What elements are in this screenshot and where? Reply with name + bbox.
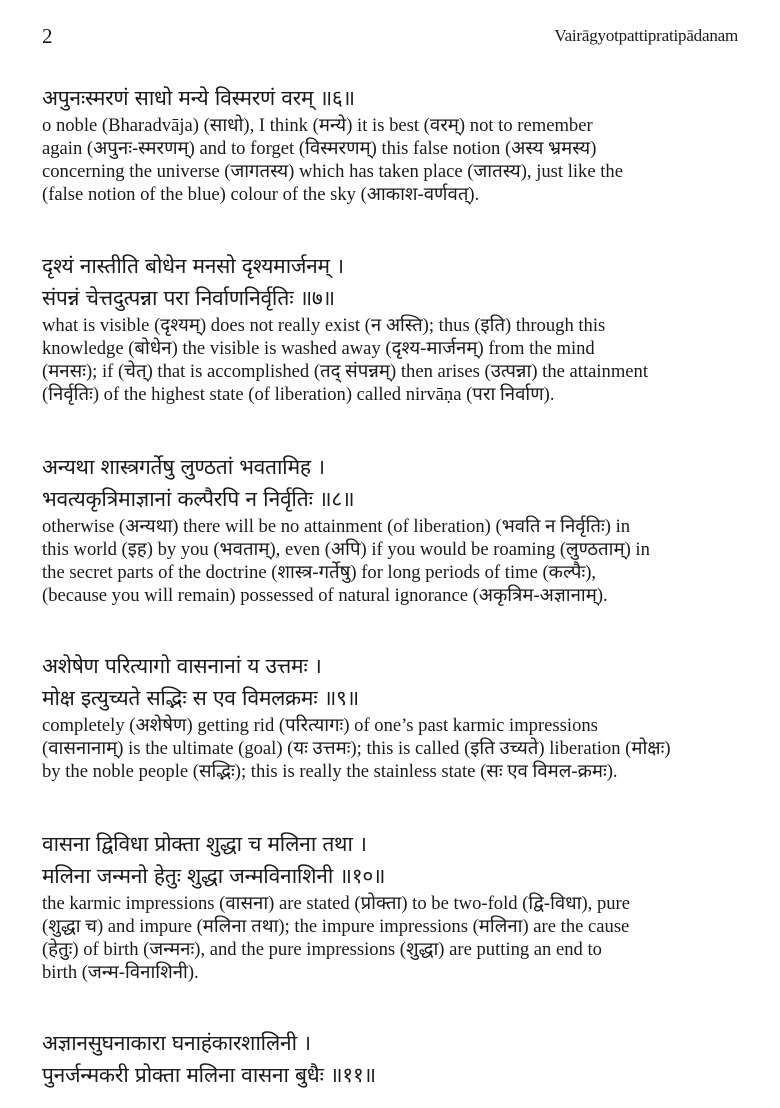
translation-line: (false notion of the blue) colour of the sky (आकाश-वर्णवत्). (42, 184, 480, 205)
running-title: Vairāgyotpattipratipādanam (554, 26, 738, 45)
verse-translation (42, 714, 742, 783)
verse-sanskrit-line: वासना द्विविधा प्रोक्ता शुद्धा च मलिना तथा । (42, 832, 367, 856)
verse-10 (42, 828, 742, 984)
translation-line: by the noble people (सद्भिः); this is really the stainless state (सः एव विमल-क्रमः). (42, 761, 618, 782)
translation-line: what is visible (दृश्यम्) does not really exist (न अस्ति); thus (इति) through this (42, 315, 606, 336)
translation-line: (because you will remain) possessed of natural ignorance (अकृत्रिम-अज्ञानाम्). (42, 585, 608, 606)
verse-sanskrit-line: अज्ञानसुघनाकारा घनाहंकारशालिनी । (42, 1031, 311, 1055)
verse-sanskrit-line: मोक्ष इत्युच्यते सद्भिः स एव विमलक्रमः ॥९॥ (42, 686, 359, 710)
translation-line: knowledge (बोधेन) the visible is washed away (दृश्य-मार्जनम्) from the mind (42, 338, 595, 359)
verse-sanskrit-line: भवत्यकृत्रिमाज्ञानां कल्पैरपि न निर्वृतिः ॥८॥ (42, 487, 355, 511)
verse-8 (42, 451, 742, 607)
verse-translation (42, 314, 742, 406)
translation-line: otherwise (अन्यथा) there will be no attainment (of liberation) (भवति न निर्वृतिः) in (42, 516, 631, 537)
verse-sanskrit-line: अन्यथा शास्त्रगर्तेषु लुण्ठतां भवतामिह । (42, 455, 325, 479)
translation-line: birth (जन्म-विनाशिनी). (42, 962, 199, 983)
verse-translation (42, 892, 742, 984)
verse-sanskrit-line: अपुनःस्मरणं साधो मन्ये विस्मरणं वरम् ॥६॥ (42, 86, 355, 110)
translation-line: (शुद्धा च) and impure (मलिना तथा); the impure impressions (मलिना) are the cause (42, 916, 630, 937)
translation-line: this world (इह) by you (भवताम्), even (अपि) if you would be roaming (लुण्ठताम्) in (42, 539, 650, 560)
verse-sanskrit-line: संपन्नं चेत्तदुत्पन्ना परा निर्वाणनिर्वृतिः ॥७॥ (42, 286, 335, 310)
page-number: 2 (42, 24, 53, 48)
verse-7 (42, 250, 742, 406)
verse-sanskrit-line: अशेषेण परित्यागो वासनानां य उत्तमः । (42, 654, 322, 678)
verse-sanskrit-line: दृश्यं नास्तीति बोधेन मनसो दृश्यमार्जनम् । (42, 254, 344, 278)
translation-line: (वासनानाम्) is the ultimate (goal) (यः उत्तमः); this is called (इति उच्यते) liberation (मोक्षः) (42, 738, 671, 759)
translation-line: again (अपुनः-स्मरणम्) and to forget (विस्मरणम्) this false notion (अस्य भ्रमस्य) (42, 138, 597, 159)
translation-line: the karmic impressions (वासना) are stated (प्रोक्ता) to be two-fold (द्वि-विधा), pure (42, 893, 631, 914)
translation-line: (हेतुः) of birth (जन्मनः), and the pure impressions (शुद्धा) are putting an end to (42, 939, 602, 960)
verse-6 (42, 82, 742, 206)
verse-9 (42, 650, 742, 783)
verse-sanskrit-line: पुनर्जन्मकरी प्रोक्ता मलिना वासना बुधैः ॥११॥ (42, 1063, 376, 1087)
verse-sanskrit-line: मलिना जन्मनो हेतुः शुद्धा जन्मविनाशिनी ॥१०॥ (42, 864, 386, 888)
translation-line: concerning the universe (जागतस्य) which has taken place (जातस्य), just like the (42, 161, 623, 182)
page-header (42, 24, 738, 54)
translation-line: o noble (Bharadvāja) (साधो), I think (मन्ये) it is best (वरम्) not to remember (42, 115, 593, 136)
verse-translation (42, 515, 742, 607)
translation-line: (मनसः); if (चेत्) that is accomplished (तद् संपन्नम्) then arises (उत्पन्ना) the attainment (42, 361, 649, 382)
verse-translation (42, 114, 742, 206)
translation-line: completely (अशेषेण) getting rid (परित्यागः) of one’s past karmic impressions (42, 715, 598, 736)
translation-line: the secret parts of the doctrine (शास्त्र-गर्तेषु) for long periods of time (कल्पैः), (42, 562, 597, 583)
verse-11 (42, 1027, 742, 1091)
translation-line: (निर्वृतिः) of the highest state (of liberation) called nirvāṇa (परा निर्वाण). (42, 384, 555, 405)
